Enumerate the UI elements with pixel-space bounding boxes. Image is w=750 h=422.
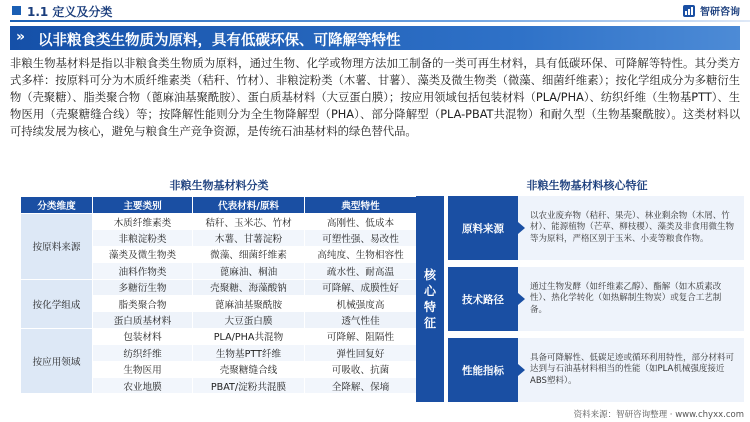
feature-description: 具备可降解性、低碳足迹或循环利用特性，部分材料可达到与石油基材料相当的性能（如PLA机械强度接近ABS塑料）。: [530, 352, 735, 386]
column-header: 代表材料/原料: [193, 197, 305, 214]
feature-label: 技术路径: [448, 267, 518, 331]
brand-name: 智研咨询: [700, 7, 740, 18]
classification-title: 非粮生物基材料分类: [169, 179, 269, 192]
header-divider: [10, 20, 750, 22]
table-cell: 蛋白质基材料: [93, 312, 193, 328]
table-cell: 多糖衍生物: [93, 279, 193, 295]
dimension-cell: 按原料来源: [21, 214, 93, 280]
table-cell: 可降解、阻隔性: [305, 328, 417, 344]
table-cell: 弹性回复好: [305, 345, 417, 361]
dimension-cell: 按应用领域: [21, 328, 93, 394]
feature-description: 通过生物发酵（如纤维素乙醇）、酯解（如木质素改性）、热化学转化（如热解制生物炭）或复合工艺制备。: [530, 281, 722, 315]
column-header: 典型特性: [305, 197, 417, 214]
feature-technology: [448, 267, 744, 331]
double-chevron-icon: »: [16, 29, 23, 45]
feature-raw-materials: [448, 196, 744, 260]
features-title: 非粮生物基材料核心特征: [526, 179, 648, 192]
table-cell: 疏水性、耐高温: [305, 263, 417, 279]
column-header: 主要类别: [93, 197, 193, 214]
table-cell: 壳聚糖缝合线: [193, 361, 305, 377]
table-cell: 蓖麻油、桐油: [193, 263, 305, 279]
feature-label: 性能指标: [448, 338, 518, 402]
table-cell: 木质纤维素类: [93, 214, 193, 230]
table-cell: 生物基PTT纤维: [193, 345, 305, 361]
table-row: [21, 214, 417, 230]
core-features-label: [416, 196, 444, 402]
column-header: 分类维度: [21, 197, 93, 214]
core-label-char: 特: [423, 300, 436, 314]
source-note: 资料来源：智研咨询整理 · www.chyxx.com: [573, 410, 744, 420]
table-cell: 非粮淀粉类: [93, 230, 193, 246]
table-cell: 生物医用: [93, 361, 193, 377]
table-cell: 高纯度、生物相容性: [305, 246, 417, 262]
core-label-char: 心: [423, 284, 436, 298]
table-cell: 秸秆、玉米芯、竹材: [193, 214, 305, 230]
classification-table: [20, 196, 417, 394]
table-row: [21, 328, 417, 344]
table-cell: 高刚性、低成本: [305, 214, 417, 230]
table-cell: PLA/PHA共混物: [193, 328, 305, 344]
brand: [682, 3, 740, 18]
table-cell: 壳聚糖、海藻酸钠: [193, 279, 305, 295]
brand-logo-icon: [682, 4, 696, 18]
table-cell: 全降解、保墒: [305, 377, 417, 393]
core-label-char: 征: [423, 316, 436, 330]
table-cell: 农业地膜: [93, 377, 193, 393]
table-cell: 木薯、甘薯淀粉: [193, 230, 305, 246]
table-cell: 藻类及微生物类: [93, 246, 193, 262]
top-bar: [0, 0, 750, 22]
feature-description: 以农业废弃物（秸秆、果壳）、林业剩余物（木屑、竹材）、能源植物（芒草、柳枝稷）、藻类及非食用微生物等为原料，严格区别于玉米、小麦等粮食作物。: [530, 210, 735, 244]
table-header-row: [21, 197, 417, 214]
feature-label: 原料来源: [448, 196, 518, 260]
feature-performance: [448, 338, 744, 402]
section-title: 1.1 定义及分类: [27, 5, 113, 19]
table-cell: 透气性佳: [305, 312, 417, 328]
intro-paragraph: 非粮生物基材料是指以非粮食类生物质为原料，通过生物、化学或物理方法加工制备的一类可再生材料，具有低碳环保、可降解等特性。其分类方式多样：按原料可分为木质纤维素类（秸秆、竹材）、非粮淀粉类（木薯、甘薯）、藻类及微生物类（微藻、细菌纤维素）；按化学组成分为多糖衍生物（壳聚糖）、脂类聚合物（蓖麻油基聚酰胺）、蛋白质基材料（大豆蛋白膜）；按应用领域包括包装材料（PLA/PHA）、纺织纤维（生物基PTT）、生物医用（壳聚糖缝合线）等；按降解性能则分为全生物降解型（PHA）、部分降解型（PLA-PBAT共混物）和耐久型（生物基聚酰胺）。这类材料以可持续发展为核心，避免与粮食生产竞争资源，是传统石油基材料的绿色替代品。: [10, 57, 740, 139]
table-row: [21, 279, 417, 295]
table-cell: PBAT/淀粉共混膜: [193, 377, 305, 393]
table-cell: 可塑性强、易改性: [305, 230, 417, 246]
table-cell: 包装材料: [93, 328, 193, 344]
dimension-cell: 按化学组成: [21, 279, 93, 328]
table-cell: 可吸收、抗菌: [305, 361, 417, 377]
core-label-char: 核: [423, 268, 436, 282]
table-cell: 纺织纤维: [93, 345, 193, 361]
table-cell: 蓖麻油基聚酰胺: [193, 295, 305, 311]
page-title: 以非粮食类生物质为原料，具有低碳环保、可降解等特性: [38, 33, 401, 49]
table-cell: 大豆蛋白膜: [193, 312, 305, 328]
title-banner: [10, 26, 740, 50]
table-cell: 油料作物类: [93, 263, 193, 279]
section-marker: [12, 6, 21, 15]
table-cell: 脂类聚合物: [93, 295, 193, 311]
table-cell: 机械强度高: [305, 295, 417, 311]
table-cell: 可降解、成膜性好: [305, 279, 417, 295]
table-cell: 微藻、细菌纤维素: [193, 246, 305, 262]
